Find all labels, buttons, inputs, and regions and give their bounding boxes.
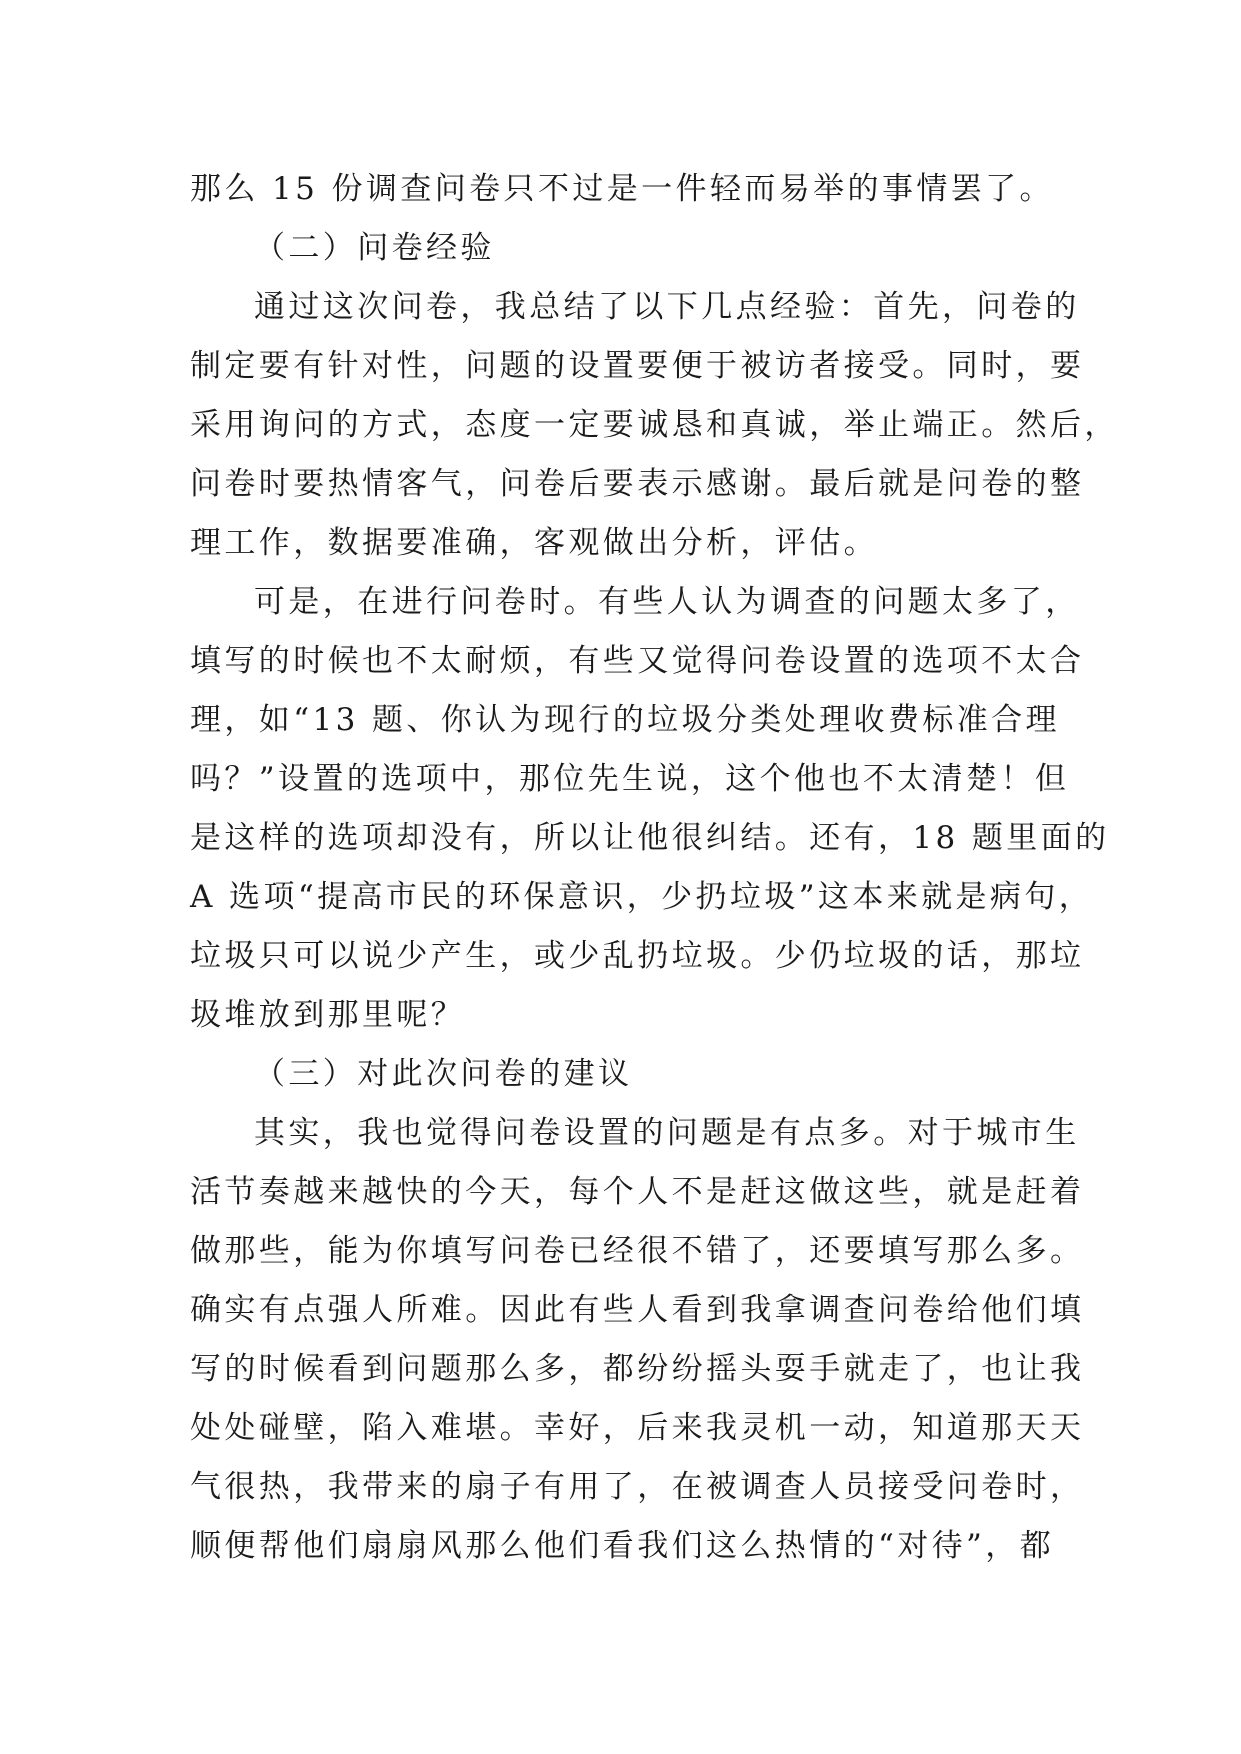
text-line: 通过这次问卷，我总结了以下几点经验：首先，问卷的: [254, 289, 1080, 325]
text-line: 圾堆放到那里呢？: [190, 997, 466, 1033]
text-line: 是这样的选项却没有，所以让他很纠结。还有，18 题里面的: [190, 820, 1110, 856]
text-line: 气很热，我带来的扇子有用了，在被调查人员接受问卷时，: [190, 1469, 1085, 1505]
text-line: 处处碰壁，陷入难堪。幸好，后来我灵机一动，知道那天天: [190, 1410, 1085, 1446]
text-line: 顺便帮他们扇扇风那么他们看我们这么热情的“对待”，都: [190, 1528, 1055, 1564]
text-line: 理，如“13 题、你认为现行的垃圾分类处理收费标准合理: [190, 702, 1060, 738]
text-line: 那么 15 份调查问卷只不过是一件轻而易举的事情罢了。: [190, 171, 1054, 207]
text-line: 采用询问的方式，态度一定要诚恳和真诚，举止端正。然后，: [190, 407, 1119, 443]
text-line: A 选项“提高市民的环保意识，少扔垃圾”这本来就是病句，: [190, 879, 1094, 915]
document-body: [190, 160, 1119, 1576]
text-line: 理工作，数据要准确，客观做出分析，评估。: [190, 525, 878, 561]
text-line: 可是，在进行问卷时。有些人认为调查的问题太多了，: [254, 584, 1080, 620]
text-line: 问卷时要热情客气，问卷后要表示感谢。最后就是问卷的整: [190, 466, 1085, 502]
text-line: 做那些，能为你填写问卷已经很不错了，还要填写那么多。: [190, 1233, 1085, 1269]
text-line: 垃圾只可以说少产生，或少乱扔垃圾。少仍垃圾的话，那垃: [190, 938, 1085, 974]
text-line: 活节奏越来越快的今天，每个人不是赶这做这些，就是赶着: [190, 1174, 1085, 1210]
section-heading: （二）问卷经验: [254, 230, 495, 266]
text-line: 其实，我也觉得问卷设置的问题是有点多。对于城市生: [254, 1115, 1080, 1151]
text-line: 写的时候看到问题那么多，都纷纷摇头耍手就走了，也让我: [190, 1351, 1085, 1387]
text-line: 确实有点强人所难。因此有些人看到我拿调查问卷给他们填: [190, 1292, 1085, 1328]
text-line: 填写的时候也不太耐烦，有些又觉得问卷设置的选项不太合: [190, 643, 1085, 679]
text-line: 吗？”设置的选项中，那位先生说，这个他也不太清楚！但: [190, 761, 1070, 797]
text-line: 制定要有针对性，问题的设置要便于被访者接受。同时，要: [190, 348, 1085, 384]
section-heading: （三）对此次问卷的建议: [254, 1056, 633, 1092]
